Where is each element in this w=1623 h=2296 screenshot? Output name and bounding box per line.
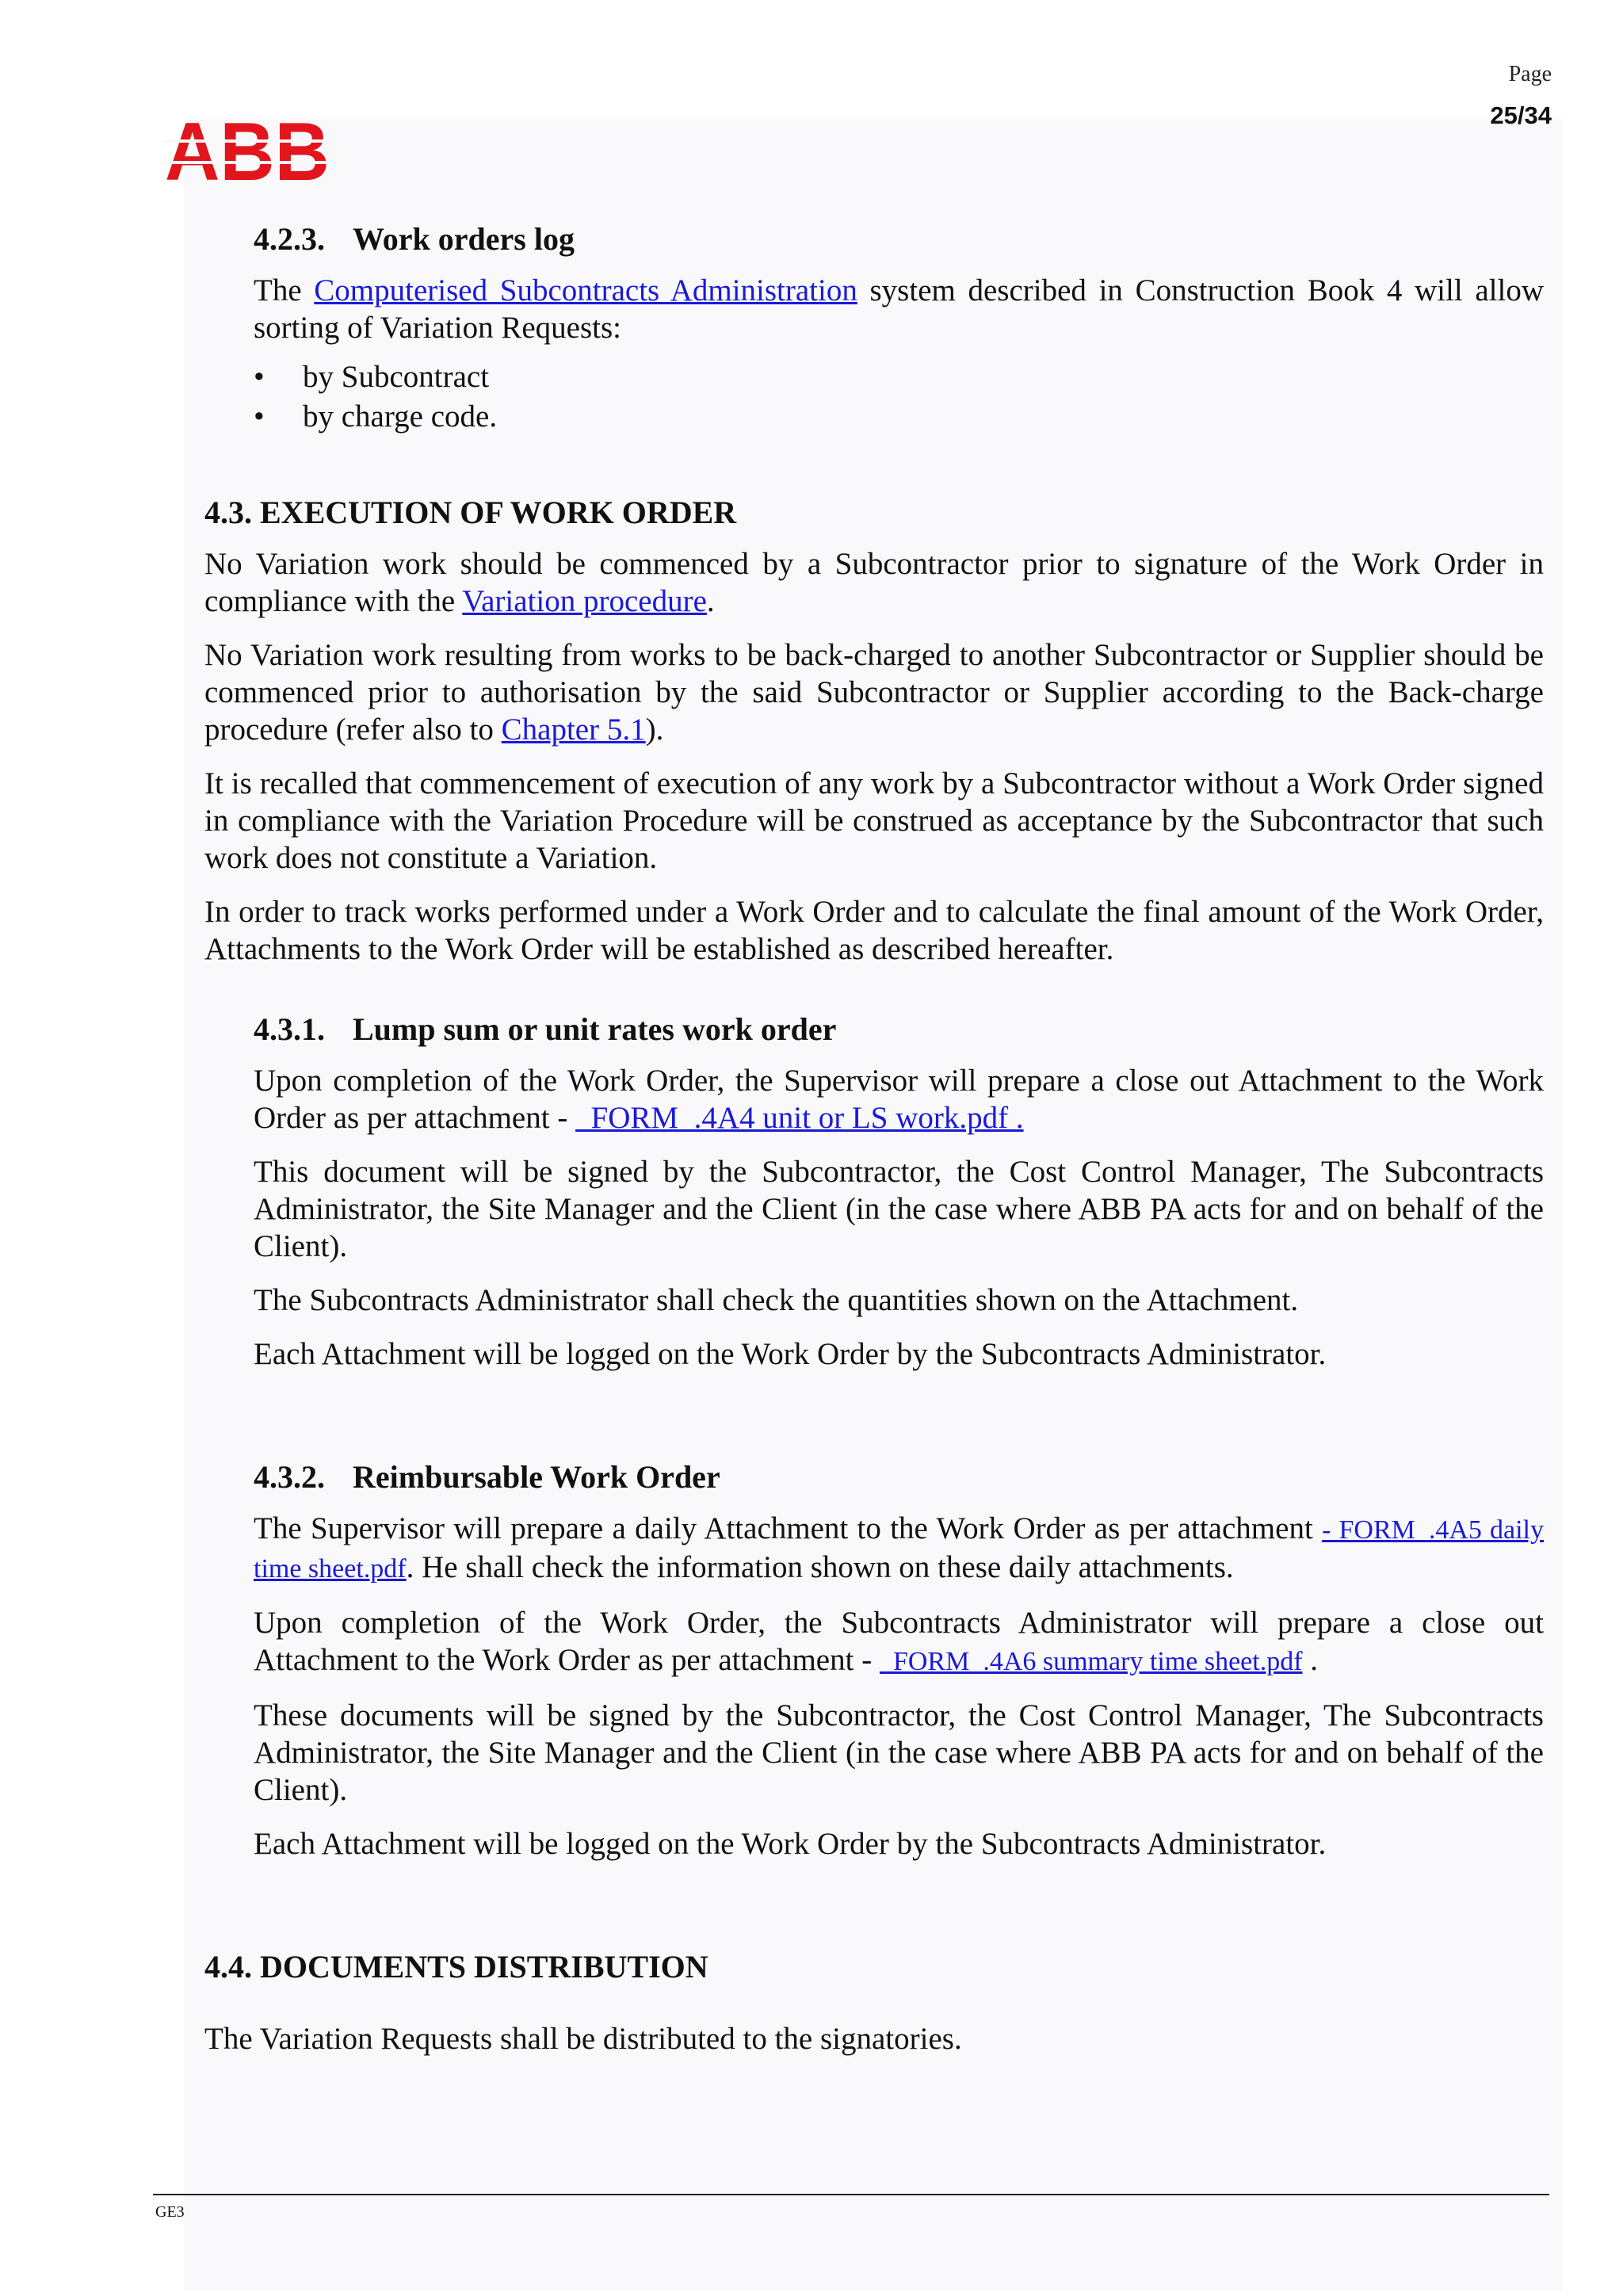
paragraph: The Computerised Subcontracts Administration system described in Construction Book 4 will allow sorting of Variation Requests: [254,273,1544,345]
document-body [204,220,1544,2074]
section-title: Work orders log [353,221,575,257]
page-label: Page [1508,62,1552,86]
paragraph: No Variation work should be commenced by a Subcontractor prior to signature of the Work Order in compliance with the Variation procedure. [204,547,1544,618]
paragraph: The Supervisor will prepare a daily Attachment to the Work Order as per attachment - FORM_.4A5 daily time sheet.pdf. He shall check the information shown on these daily attachments. [254,1511,1544,1584]
paragraph: Upon completion of the Work Order, the Subcontracts Administrator will prepare a close out Attachment to the Work Order as per attachment - FORM_.4A6 summary time sheet.pdf . [254,1606,1544,1677]
section-number: 4.3.1. [254,1011,325,1047]
section-4-2-3 [204,220,1544,346]
computerised-subcontracts-link[interactable]: Computerised Subcontracts Administration [314,273,857,308]
paragraph: Each Attachment will be logged on the Work Order by the Subcontracts Administrator. [254,1827,1327,1861]
section-heading [254,220,1544,258]
page-number: 25/34 [1490,101,1552,129]
section-number: 4.2.3. [254,221,325,257]
paragraph: Upon completion of the Work Order, the Supervisor will prepare a close out Attachment to the Work Order as per attachment - FORM_.4A4 unit or LS work.pdf . [254,1064,1544,1135]
bullet-list [204,357,1544,437]
section-title: Reimbursable Work Order [353,1459,720,1495]
footer-code: GE3 [155,2203,185,2221]
section-4-4 [204,1948,1544,2057]
paragraph: The Subcontracts Administrator shall check the quantities shown on the Attachment. [254,1283,1299,1317]
section-number: 4.3.2. [254,1459,325,1495]
svg-text:ABB: ABB [165,119,330,184]
paragraph: The Variation Requests shall be distributed to the signatories. [204,2022,962,2056]
section-heading: 4.4. DOCUMENTS DISTRIBUTION [204,1949,708,1985]
section-title: Lump sum or unit rates work order [353,1011,837,1047]
paragraph: This document will be signed by the Subcontractor, the Cost Control Manager, The Subcontracts Administrator, the Site Manager and the Client (in the case where ABB PA acts for and on behalf of the Client). [254,1155,1544,1263]
form-4a4-link[interactable]: FORM_.4A4 unit or LS work.pdf . [575,1101,1024,1135]
chapter-5-1-link[interactable]: Chapter 5.1 [501,712,646,747]
section-4-3 [204,494,1544,968]
section-heading: 4.3. EXECUTION OF WORK ORDER [204,495,737,530]
paragraph: No Variation work resulting from works to be back-charged to another Subcontractor or Supplier should be commenced prior to authorisation by the said Subcontractor or Supplier according to the Back-charge procedure (refer also to Chapter 5.1). [204,638,1544,747]
paragraph: In order to track works performed under a Work Order and to calculate the final amount of the Work Order, Attachments to the Work Order will be established as described hereafter. [204,895,1544,966]
list-item: • by charge code. [254,397,1544,437]
section-heading [254,1010,1544,1048]
form-4a6-link[interactable]: FORM_.4A6 summary time sheet.pdf [879,1647,1303,1676]
variation-procedure-link[interactable]: Variation procedure [462,584,707,618]
list-item: • by Subcontract [254,357,1544,397]
abb-logo-icon [163,119,331,184]
section-heading [254,1458,1544,1496]
form-4a5-link[interactable]: - FORM_.4A5 daily time sheet.pdf [254,1515,1544,1584]
paragraph: These documents will be signed by the Subcontractor, the Cost Control Manager, The Subcontracts Administrator, the Site Manager and the Client (in the case where ABB PA acts for and on behalf of the Client). [254,1698,1544,1807]
section-4-3-2 [204,1458,1544,1862]
paragraph: It is recalled that commencement of execution of any work by a Subcontractor without a Work Order signed in compliance with the Variation Procedure will be construed as acceptance by the Subcontractor that such work does not constitute a Variation. [204,766,1544,875]
section-4-3-1 [204,1010,1544,1373]
footer-divider [153,2194,1549,2195]
paragraph: Each Attachment will be logged on the Work Order by the Subcontracts Administrator. [254,1337,1327,1371]
